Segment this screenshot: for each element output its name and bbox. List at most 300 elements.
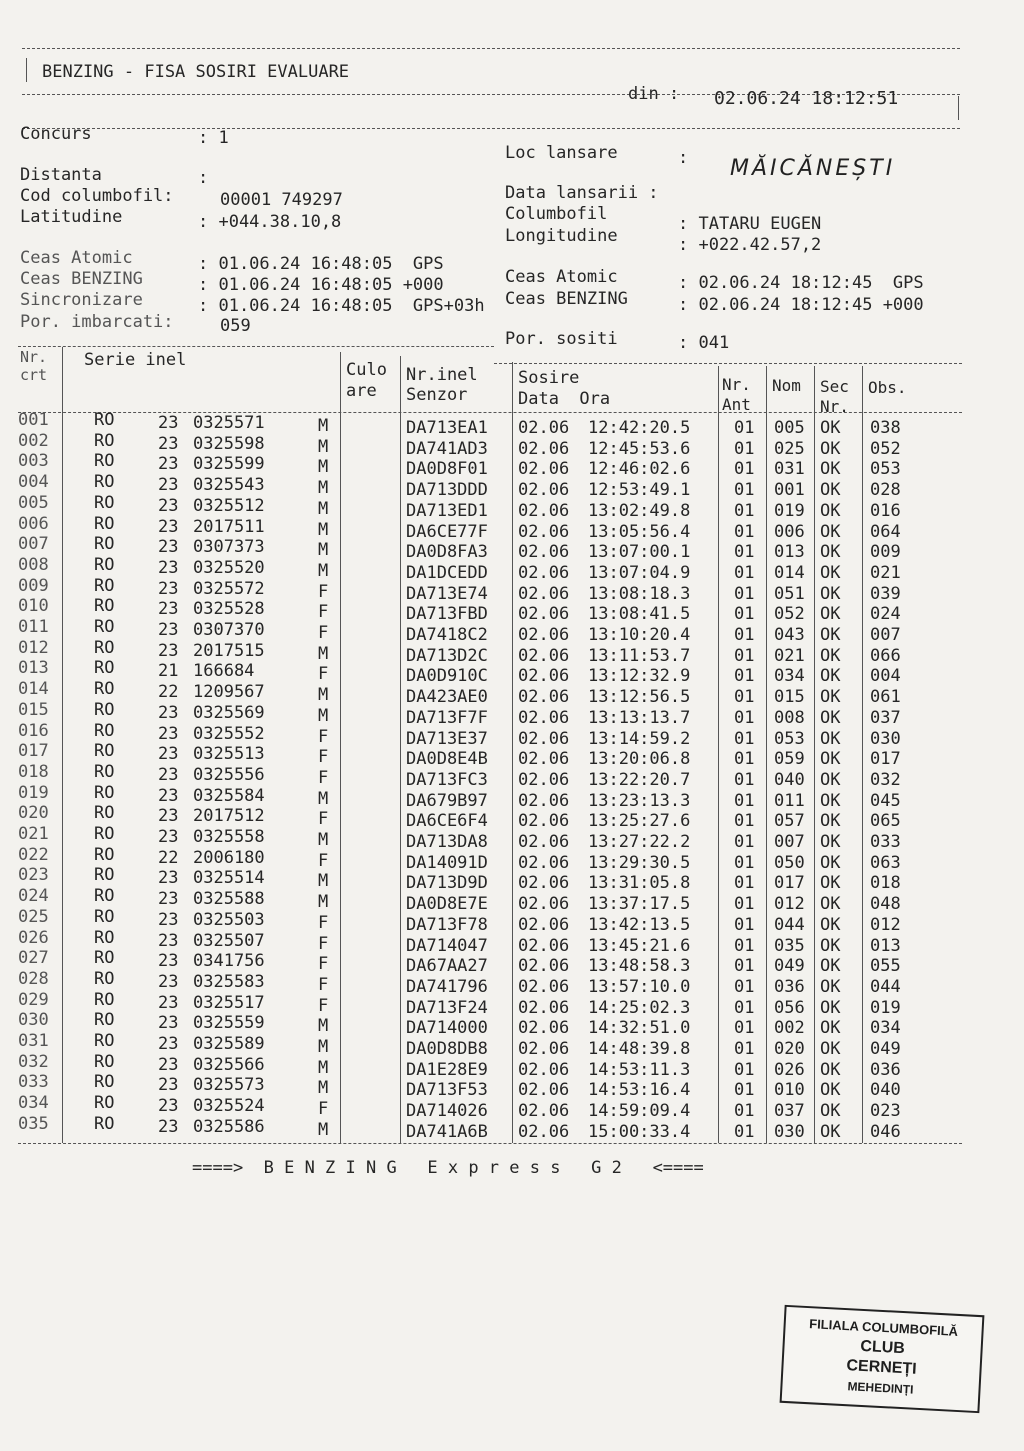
cell-ring-number: 0325583 <box>193 971 265 992</box>
header-nom: Nom <box>772 376 801 395</box>
cell-country-code: RO <box>94 782 115 803</box>
cell-country-code: RO <box>94 1031 115 1051</box>
cell-observation: 048 <box>870 894 901 915</box>
cell-observation: 016 <box>870 500 901 521</box>
cell-arrival-time: 13:37:17.5 <box>588 894 691 915</box>
table-row <box>18 554 968 583</box>
por-sositi-label: Por. sositi <box>505 329 618 349</box>
cell-security-status: OK <box>820 852 841 873</box>
cell-arrival-time: 12:46:02.6 <box>588 459 691 480</box>
cell-antenna: 01 <box>734 873 755 894</box>
cell-nominal: 037 <box>774 1101 805 1122</box>
cell-nominal: 026 <box>774 1059 805 1080</box>
cell-ring-year: 23 <box>158 909 179 930</box>
cell-ring-year: 23 <box>158 702 179 723</box>
cell-sex: F <box>318 623 329 643</box>
cell-arrival-date: 02.06 <box>518 521 570 542</box>
cell-sex: M <box>318 871 329 892</box>
cell-sensor-ring: DA713F24 <box>406 997 488 1018</box>
cell-country-code: RO <box>94 989 115 1010</box>
cell-sensor-ring: DA713DDD <box>406 480 488 501</box>
cell-sensor-ring: DA67AA27 <box>406 956 488 977</box>
header-nr-inel: Nr.inel <box>406 365 478 385</box>
cell-ring-number: 0325552 <box>193 723 265 744</box>
cell-sex: M <box>318 540 329 561</box>
cell-row-number: 013 <box>18 658 49 679</box>
cell-security-status: OK <box>820 583 841 604</box>
cell-arrival-date: 02.06 <box>518 1059 570 1080</box>
loc-lansare-colon: : <box>678 148 689 168</box>
cell-security-status: OK <box>820 914 841 935</box>
cell-arrival-time: 13:02:49.8 <box>588 500 691 521</box>
cell-arrival-time: 14:53:16.4 <box>588 1080 691 1101</box>
cell-country-code: RO <box>94 575 115 596</box>
cell-row-number: 027 <box>18 948 49 969</box>
cell-sensor-ring: DA0D8FA3 <box>406 542 488 563</box>
cell-observation: 004 <box>870 666 901 687</box>
cell-nominal: 008 <box>774 707 805 728</box>
header-bottom-border <box>22 128 960 129</box>
cell-sex: F <box>318 747 329 768</box>
cell-arrival-date: 02.06 <box>518 480 570 501</box>
sincronizare-value: : 01.06.24 16:48:05 GPS+03h <box>198 296 485 316</box>
cell-arrival-date: 02.06 <box>518 1018 570 1039</box>
cell-row-number: 033 <box>18 1072 49 1093</box>
cell-country-code: RO <box>94 720 115 741</box>
cell-security-status: OK <box>820 438 841 459</box>
cell-sex: M <box>318 560 329 581</box>
cell-ring-number: 0325558 <box>193 827 265 847</box>
columbofil-value: : TATARU EUGEN <box>678 214 822 234</box>
cell-ring-number: 0325599 <box>193 454 265 475</box>
cell-security-status: OK <box>820 707 841 728</box>
cell-country-code: RO <box>94 824 115 844</box>
cell-sensor-ring: DA423AE0 <box>406 687 488 708</box>
cell-security-status: OK <box>820 625 841 645</box>
cell-nominal: 002 <box>774 1018 805 1039</box>
cell-antenna: 01 <box>734 832 755 852</box>
cell-arrival-date: 02.06 <box>518 542 570 563</box>
cell-arrival-time: 14:25:02.3 <box>588 997 691 1018</box>
cell-arrival-time: 13:07:00.1 <box>588 542 691 563</box>
header-culoare-1: Culo <box>346 360 387 380</box>
cell-ring-number: 0325517 <box>193 992 265 1013</box>
cell-sex: F <box>318 912 329 933</box>
cell-arrival-date: 02.06 <box>518 583 570 604</box>
cell-ring-year: 23 <box>158 537 179 558</box>
concurs-value: : 1 <box>198 128 229 148</box>
cell-arrival-date: 02.06 <box>518 1080 570 1101</box>
cell-antenna: 01 <box>734 894 755 915</box>
cell-sex: F <box>318 664 329 685</box>
cell-antenna: 01 <box>734 604 755 625</box>
cell-row-number: 034 <box>18 1093 49 1114</box>
cell-arrival-date: 02.06 <box>518 935 570 956</box>
cell-observation: 034 <box>870 1018 901 1039</box>
cell-observation: 028 <box>870 480 901 501</box>
cell-row-number: 015 <box>18 699 49 720</box>
cell-ring-year: 23 <box>158 868 179 889</box>
cell-nominal: 043 <box>774 625 805 645</box>
cell-arrival-time: 13:12:56.5 <box>588 687 691 708</box>
cell-security-status: OK <box>820 604 841 625</box>
cod-columbofil-label: Cod columbofil: <box>20 186 174 206</box>
header-nr-crt-1: Nr. <box>20 348 48 366</box>
cell-ring-number: 1209567 <box>193 682 265 703</box>
cell-sex: M <box>318 788 329 809</box>
cell-ring-number: 0325528 <box>193 599 265 620</box>
cell-row-number: 014 <box>18 679 49 700</box>
cell-country-code: RO <box>94 906 115 927</box>
cell-nominal: 035 <box>774 935 805 956</box>
cell-nominal: 057 <box>774 811 805 832</box>
cell-observation: 064 <box>870 521 901 542</box>
cell-arrival-date: 02.06 <box>518 811 570 832</box>
table-row <box>18 513 968 542</box>
header-left-border <box>26 58 27 82</box>
cell-ring-number: 2006180 <box>193 847 265 868</box>
cell-antenna: 01 <box>734 687 755 708</box>
cell-sensor-ring: DA713FC3 <box>406 769 488 790</box>
cell-security-status: OK <box>820 935 841 956</box>
table-row <box>18 472 968 501</box>
cell-ring-year: 23 <box>158 413 179 433</box>
cell-row-number: 021 <box>18 824 49 844</box>
cell-security-status: OK <box>820 418 841 438</box>
din-value: 02.06.24 18:12:51 <box>714 88 899 109</box>
cell-arrival-date: 02.06 <box>518 728 570 749</box>
cell-ring-number: 0307373 <box>193 537 265 558</box>
cell-sensor-ring: DA6CE6F4 <box>406 811 488 832</box>
cell-security-status: OK <box>820 1059 841 1080</box>
cell-sensor-ring: DA0D8E4B <box>406 749 488 770</box>
cell-nominal: 053 <box>774 728 805 749</box>
cell-antenna: 01 <box>734 997 755 1018</box>
cell-row-number: 004 <box>18 472 49 493</box>
cell-security-status: OK <box>820 1080 841 1101</box>
cell-arrival-date: 02.06 <box>518 459 570 480</box>
cell-ring-year: 23 <box>158 433 179 454</box>
cell-arrival-time: 13:13:13.7 <box>588 707 691 728</box>
cell-antenna: 01 <box>734 1059 755 1080</box>
cell-nominal: 056 <box>774 997 805 1018</box>
cell-arrival-date: 02.06 <box>518 873 570 894</box>
table-bottom-border <box>18 1143 962 1144</box>
cell-security-status: OK <box>820 1039 841 1059</box>
cell-sensor-ring: DA713DA8 <box>406 832 488 852</box>
cell-sex: M <box>318 478 329 499</box>
cell-nominal: 017 <box>774 873 805 894</box>
table-row <box>18 617 968 645</box>
cell-arrival-time: 13:22:20.7 <box>588 769 691 790</box>
cell-nominal: 019 <box>774 500 805 521</box>
cell-sensor-ring: DA713EA1 <box>406 418 488 438</box>
cell-arrival-time: 13:57:10.0 <box>588 976 691 997</box>
cell-observation: 023 <box>870 1101 901 1122</box>
cell-ring-year: 23 <box>158 640 179 661</box>
cell-row-number: 032 <box>18 1051 49 1072</box>
cell-sex: M <box>318 892 329 913</box>
table-row <box>18 1051 968 1080</box>
header-senzor: Senzor <box>406 385 468 405</box>
cell-ring-number: 0307370 <box>193 620 265 640</box>
cell-row-number: 019 <box>18 782 49 803</box>
cell-arrival-date: 02.06 <box>518 562 570 583</box>
latitudine-label: Latitudine <box>20 207 123 227</box>
cell-sensor-ring: DA1E28E9 <box>406 1059 488 1080</box>
cell-sensor-ring: DA0D8DB8 <box>406 1039 488 1059</box>
cell-sensor-ring: DA1DCEDD <box>406 562 488 583</box>
cell-security-status: OK <box>820 832 841 852</box>
cell-observation: 013 <box>870 935 901 956</box>
cell-sex: M <box>318 1078 329 1099</box>
stamp-line-2: CLUB <box>859 1337 906 1358</box>
header-culoare-2: are <box>346 381 377 401</box>
cod-columbofil-value: 00001 749297 <box>220 190 343 210</box>
table-row <box>18 1031 968 1059</box>
cell-observation: 065 <box>870 811 901 832</box>
table-row <box>18 1113 968 1142</box>
cell-row-number: 002 <box>18 430 49 451</box>
cell-security-status: OK <box>820 459 841 480</box>
ceas-benzing-sosire-label: Ceas BENZING <box>505 289 628 309</box>
table-row <box>18 679 968 708</box>
cell-country-code: RO <box>94 658 115 679</box>
cell-observation: 012 <box>870 914 901 935</box>
cell-country-code: RO <box>94 617 115 637</box>
cell-nominal: 050 <box>774 852 805 873</box>
cell-security-status: OK <box>820 1018 841 1039</box>
cell-ring-year: 23 <box>158 1013 179 1034</box>
ceas-benzing-value: : 01.06.24 16:48:05 +000 <box>198 275 444 295</box>
cell-antenna: 01 <box>734 438 755 459</box>
por-sositi-value: : 041 <box>678 333 730 353</box>
cell-country-code: RO <box>94 1051 115 1072</box>
cell-sex: F <box>318 995 329 1016</box>
cell-observation: 033 <box>870 832 901 852</box>
por-imbarcati-value: 059 <box>220 316 251 336</box>
cell-sex: F <box>318 850 329 871</box>
cell-antenna: 01 <box>734 1101 755 1122</box>
cell-arrival-time: 12:45:53.6 <box>588 438 691 459</box>
cell-arrival-time: 13:23:13.3 <box>588 790 691 811</box>
cell-sensor-ring: DA741A6B <box>406 1121 488 1142</box>
cell-country-code: RO <box>94 1113 115 1134</box>
cell-ring-number: 0325588 <box>193 889 265 910</box>
cell-arrival-date: 02.06 <box>518 645 570 666</box>
cell-antenna: 01 <box>734 749 755 770</box>
cell-ring-number: 0325569 <box>193 702 265 723</box>
cell-ring-year: 23 <box>158 578 179 599</box>
cell-observation: 039 <box>870 583 901 604</box>
cell-nominal: 006 <box>774 521 805 542</box>
cell-ring-number: 0325571 <box>193 413 265 433</box>
cell-arrival-date: 02.06 <box>518 707 570 728</box>
table-row <box>18 948 968 977</box>
cell-arrival-date: 02.06 <box>518 604 570 625</box>
columbofil-label: Columbofil <box>505 204 608 224</box>
cell-observation: 038 <box>870 418 901 438</box>
cell-sex: F <box>318 602 329 623</box>
cell-sensor-ring: DA713F53 <box>406 1080 488 1101</box>
header-serie-inel: Serie inel <box>84 350 187 370</box>
cell-sex: M <box>318 1119 329 1140</box>
cell-row-number: 003 <box>18 451 49 472</box>
cell-arrival-time: 14:59:09.4 <box>588 1101 691 1122</box>
cell-row-number: 005 <box>18 492 49 513</box>
cell-ring-year: 23 <box>158 475 179 496</box>
cell-arrival-date: 02.06 <box>518 1039 570 1059</box>
cell-security-status: OK <box>820 500 841 521</box>
cell-ring-year: 23 <box>158 495 179 516</box>
cell-antenna: 01 <box>734 418 755 438</box>
ceas-benzing-sosire-value: : 02.06.24 18:12:45 +000 <box>678 295 924 315</box>
cell-ring-number: 0325573 <box>193 1075 265 1096</box>
cell-observation: 032 <box>870 769 901 790</box>
cell-arrival-time: 13:20:06.8 <box>588 749 691 770</box>
stamp-line-4: MEHEDINȚI <box>847 1379 914 1397</box>
header-data-ora: Data Ora <box>518 389 611 409</box>
cell-sex: M <box>318 1037 329 1057</box>
cell-ring-year: 23 <box>158 454 179 475</box>
cell-security-status: OK <box>820 976 841 997</box>
cell-row-number: 009 <box>18 575 49 596</box>
cell-row-number: 006 <box>18 513 49 534</box>
cell-arrival-date: 02.06 <box>518 1101 570 1122</box>
table-row <box>18 968 968 997</box>
cell-observation: 061 <box>870 687 901 708</box>
cell-arrival-date: 02.06 <box>518 769 570 790</box>
cell-observation: 019 <box>870 997 901 1018</box>
cell-antenna: 01 <box>734 459 755 480</box>
cell-antenna: 01 <box>734 666 755 687</box>
table-header-top-border-right <box>494 363 962 364</box>
cell-ring-year: 23 <box>158 806 179 827</box>
cell-country-code: RO <box>94 968 115 989</box>
cell-security-status: OK <box>820 956 841 977</box>
cell-country-code: RO <box>94 761 115 782</box>
cell-antenna: 01 <box>734 707 755 728</box>
cell-ring-number: 0325556 <box>193 764 265 785</box>
cell-sex: M <box>318 519 329 540</box>
table-row <box>18 699 968 728</box>
cell-sex: M <box>318 830 329 850</box>
cell-security-status: OK <box>820 790 841 811</box>
distanta-label: Distanta <box>20 165 102 185</box>
report-title: BENZING - FISA SOSIRI EVALUARE <box>42 62 350 82</box>
cell-observation: 009 <box>870 542 901 563</box>
cell-ring-year: 21 <box>158 661 179 682</box>
cell-observation: 024 <box>870 604 901 625</box>
cell-country-code: RO <box>94 596 115 617</box>
cell-observation: 055 <box>870 956 901 977</box>
cell-row-number: 022 <box>18 844 49 865</box>
cell-country-code: RO <box>94 513 115 534</box>
cell-nominal: 049 <box>774 956 805 977</box>
cell-sex: M <box>318 705 329 726</box>
cell-sex: M <box>318 416 329 436</box>
cell-antenna: 01 <box>734 542 755 563</box>
cell-nominal: 001 <box>774 480 805 501</box>
por-imbarcati-label: Por. imbarcati: <box>20 312 174 332</box>
cell-sensor-ring: DA713D9D <box>406 873 488 894</box>
cell-sensor-ring: DA7418C2 <box>406 625 488 645</box>
cell-observation: 044 <box>870 976 901 997</box>
cell-antenna: 01 <box>734 1018 755 1039</box>
cell-arrival-time: 13:05:56.4 <box>588 521 691 542</box>
cell-security-status: OK <box>820 480 841 501</box>
stamp-line-3: CERNEȚI <box>846 1357 918 1378</box>
cell-nominal: 014 <box>774 562 805 583</box>
cell-security-status: OK <box>820 542 841 563</box>
cell-country-code: RO <box>94 865 115 886</box>
cell-nominal: 034 <box>774 666 805 687</box>
cell-sex: F <box>318 1099 329 1120</box>
cell-sex: M <box>318 498 329 519</box>
cell-sensor-ring: DA0D8E7E <box>406 894 488 915</box>
cell-ring-number: 0325589 <box>193 1034 265 1054</box>
cell-sex: F <box>318 974 329 995</box>
cell-ring-year: 23 <box>158 764 179 785</box>
cell-ring-number: 2017515 <box>193 640 265 661</box>
cell-country-code: RO <box>94 554 115 575</box>
cell-nominal: 015 <box>774 687 805 708</box>
cell-country-code: RO <box>94 472 115 493</box>
table-row <box>18 741 968 770</box>
table-row <box>18 410 968 438</box>
cell-observation: 066 <box>870 645 901 666</box>
table-row <box>18 803 968 832</box>
ceas-atomic-sosire-label: Ceas Atomic <box>505 267 618 287</box>
cell-row-number: 029 <box>18 989 49 1010</box>
club-stamp <box>780 1305 985 1413</box>
header-sosire: Sosire <box>518 368 580 388</box>
cell-row-number: 020 <box>18 803 49 824</box>
cell-sex: F <box>318 954 329 975</box>
cell-observation: 046 <box>870 1121 901 1142</box>
cell-arrival-time: 13:29:30.5 <box>588 852 691 873</box>
cell-sex: M <box>318 1057 329 1078</box>
cell-arrival-time: 13:42:13.5 <box>588 914 691 935</box>
ceas-atomic-value: : 01.06.24 16:48:05 GPS <box>198 254 444 274</box>
cell-ring-number: 0325514 <box>193 868 265 889</box>
cell-sensor-ring: DA713FBD <box>406 604 488 625</box>
cell-antenna: 01 <box>734 645 755 666</box>
cell-nominal: 031 <box>774 459 805 480</box>
cell-security-status: OK <box>820 687 841 708</box>
cell-arrival-date: 02.06 <box>518 500 570 521</box>
cell-security-status: OK <box>820 873 841 894</box>
cell-arrival-date: 02.06 <box>518 1121 570 1142</box>
cell-ring-year: 23 <box>158 744 179 765</box>
cell-arrival-date: 02.06 <box>518 687 570 708</box>
cell-nominal: 025 <box>774 438 805 459</box>
concurs-label: Concurs <box>20 124 92 144</box>
cell-arrival-date: 02.06 <box>518 438 570 459</box>
cell-country-code: RO <box>94 927 115 948</box>
cell-ring-year: 22 <box>158 682 179 703</box>
cell-security-status: OK <box>820 666 841 687</box>
data-lansarii-label: Data lansarii : <box>505 183 659 203</box>
cell-sensor-ring: DA714000 <box>406 1018 488 1039</box>
cell-observation: 049 <box>870 1039 901 1059</box>
cell-sensor-ring: DA714047 <box>406 935 488 956</box>
cell-observation: 063 <box>870 852 901 873</box>
cell-nominal: 012 <box>774 894 805 915</box>
cell-ring-year: 23 <box>158 557 179 578</box>
cell-nominal: 021 <box>774 645 805 666</box>
cell-sex: F <box>318 767 329 788</box>
